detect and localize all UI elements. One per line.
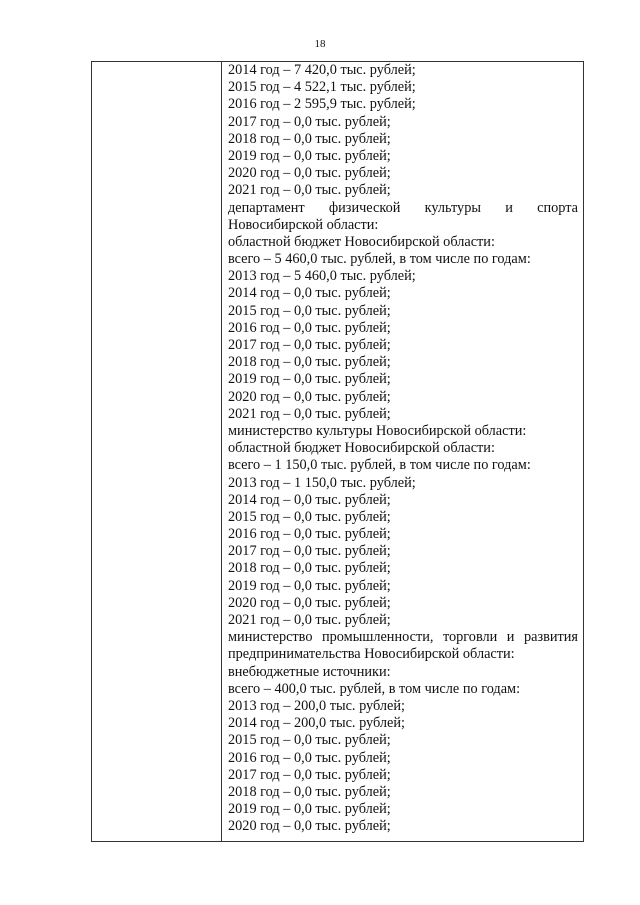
page-number: 18 xyxy=(314,38,326,50)
text-line: областной бюджет Новосибирской области: xyxy=(228,233,495,250)
text-line: 2015 год – 0,0 тыс. рублей; xyxy=(228,302,391,319)
text-line: 2020 год – 0,0 тыс. рублей; xyxy=(228,388,391,405)
text-line: 2016 год – 0,0 тыс. рублей; xyxy=(228,749,391,766)
text-line: 2015 год – 4 522,1 тыс. рублей; xyxy=(228,79,416,96)
text-line: 2021 год – 0,0 тыс. рублей; xyxy=(228,405,391,422)
text-line: 2015 год – 0,0 тыс. рублей; xyxy=(228,732,391,749)
text-line: 2014 год – 0,0 тыс. рублей; xyxy=(228,285,391,302)
text-line: 2016 год – 0,0 тыс. рублей; xyxy=(228,319,391,336)
text-line: 2017 год – 0,0 тыс. рублей; xyxy=(228,543,391,560)
text-line: министерство промышленности, торговли и развития xyxy=(228,629,578,646)
text-line: внебюджетные источники: xyxy=(228,663,391,680)
text-line: 2018 год – 0,0 тыс. рублей; xyxy=(228,130,391,147)
text-line: 2020 год – 0,0 тыс. рублей; xyxy=(228,818,391,835)
text-line: всего – 400,0 тыс. рублей, в том числе по годам: xyxy=(228,680,521,697)
document-table xyxy=(91,61,584,842)
text-line: 2015 год – 0,0 тыс. рублей; xyxy=(228,508,391,525)
text-line: департамент физической культуры и спорта xyxy=(228,199,578,216)
text-line: 2020 год – 0,0 тыс. рублей; xyxy=(228,165,391,182)
text-line: 2019 год – 0,0 тыс. рублей; xyxy=(228,801,391,818)
text-line: 2020 год – 0,0 тыс. рублей; xyxy=(228,594,391,611)
text-line: 2019 год – 0,0 тыс. рублей; xyxy=(228,577,391,594)
text-line: 2017 год – 0,0 тыс. рублей; xyxy=(228,766,391,783)
text-line: 2019 год – 0,0 тыс. рублей; xyxy=(228,147,391,164)
text-line: Новосибирской области: xyxy=(228,216,379,233)
text-line: всего – 1 150,0 тыс. рублей, в том числе по годам: xyxy=(228,457,531,474)
text-line: 2016 год – 0,0 тыс. рублей; xyxy=(228,526,391,543)
text-line: всего – 5 460,0 тыс. рублей, в том числе по годам: xyxy=(228,251,531,268)
text-line: 2016 год – 2 595,9 тыс. рублей; xyxy=(228,96,416,113)
text-line: 2018 год – 0,0 тыс. рублей; xyxy=(228,783,391,800)
funding-text-cell xyxy=(228,62,578,835)
text-line: 2013 год – 200,0 тыс. рублей; xyxy=(228,697,406,714)
text-line: областной бюджет Новосибирской области: xyxy=(228,440,495,457)
text-line: 2018 год – 0,0 тыс. рублей; xyxy=(228,354,391,371)
text-line: 2019 год – 0,0 тыс. рублей; xyxy=(228,371,391,388)
text-line: 2017 год – 0,0 тыс. рублей; xyxy=(228,113,391,130)
text-line: 2021 год – 0,0 тыс. рублей; xyxy=(228,612,391,628)
text-line: 2014 год – 7 420,0 тыс. рублей; xyxy=(228,62,416,78)
column-divider xyxy=(221,62,222,841)
text-line: 2018 год – 0,0 тыс. рублей; xyxy=(228,560,391,577)
text-line: 2014 год – 200,0 тыс. рублей; xyxy=(228,715,406,732)
text-line: предпринимательства Новосибирской области: xyxy=(228,646,515,663)
text-line: 2017 год – 0,0 тыс. рублей; xyxy=(228,337,391,353)
text-line: 2021 год – 0,0 тыс. рублей; xyxy=(228,182,391,199)
text-line: 2013 год – 1 150,0 тыс. рублей; xyxy=(228,474,416,491)
text-line: министерство культуры Новосибирской области: xyxy=(228,422,527,439)
text-line: 2013 год – 5 460,0 тыс. рублей; xyxy=(228,268,416,285)
text-line: 2014 год – 0,0 тыс. рублей; xyxy=(228,491,391,508)
